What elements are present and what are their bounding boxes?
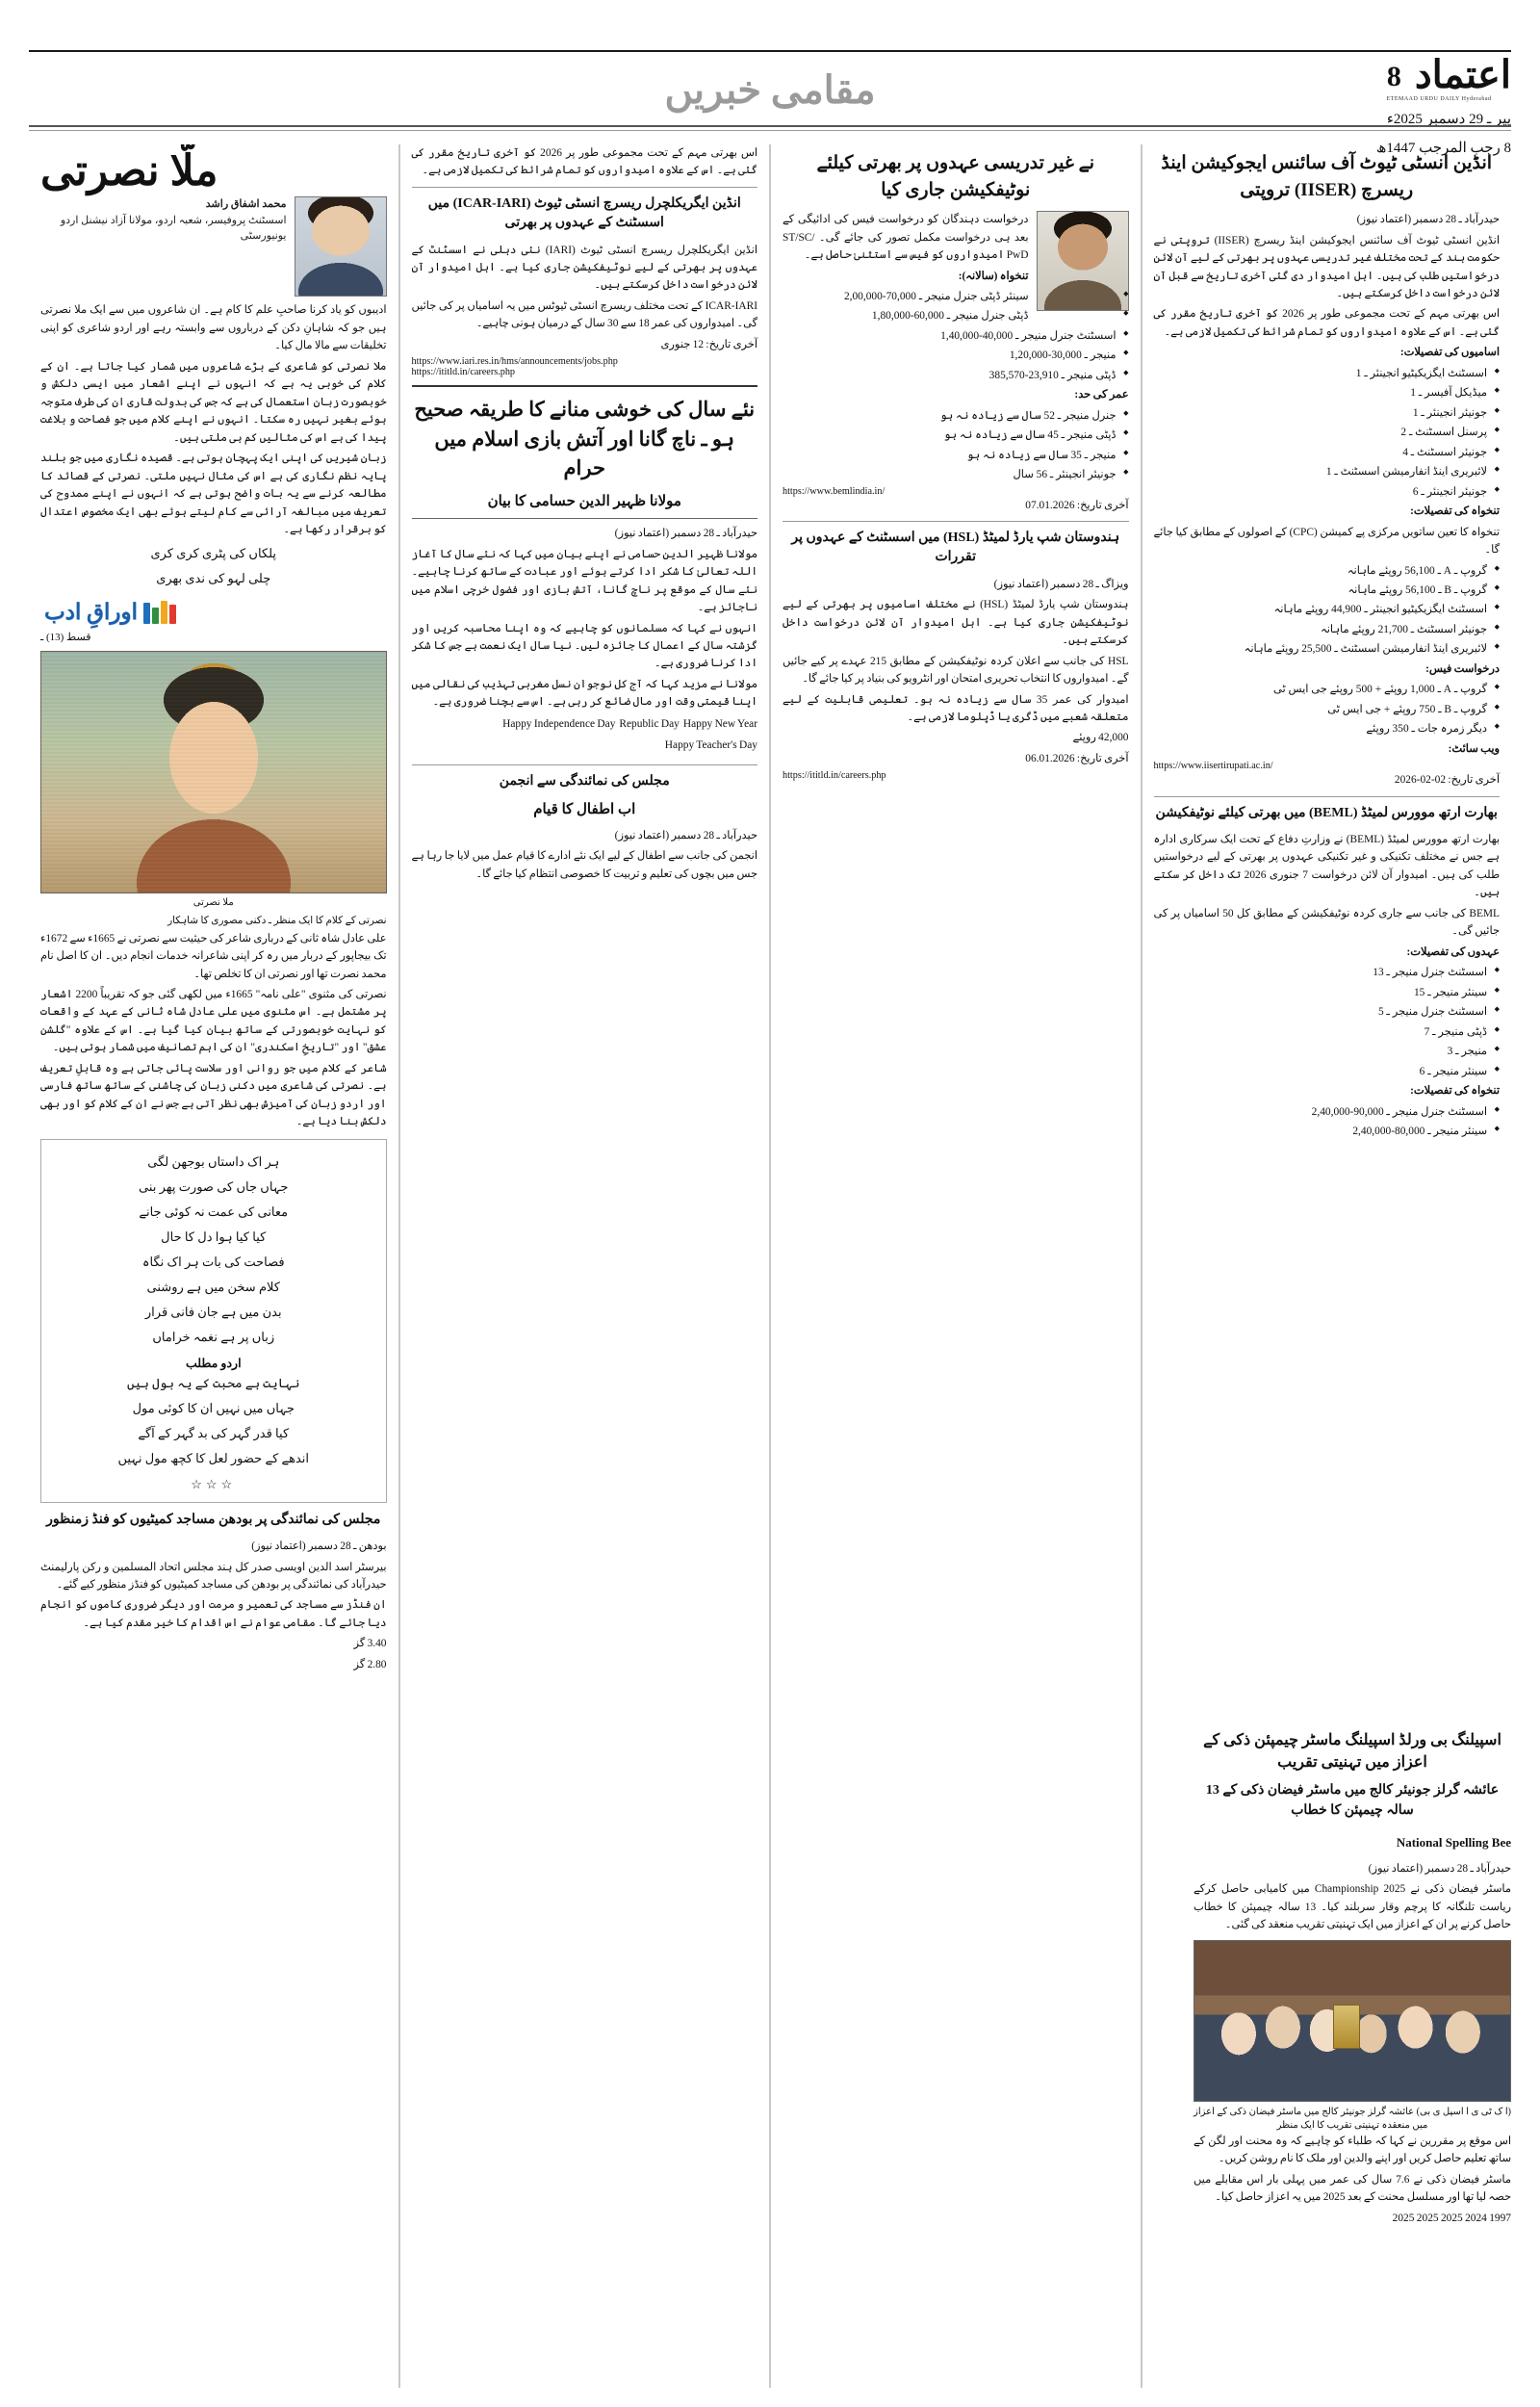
iiser-headline-line1: انڈین انسٹی ٹیوٹ آف سائنس ایجوکیشن اینڈ ریسرچ (IISER) تروپتی (1161, 153, 1493, 200)
verse-line: کیا کیا ہوا دل کا حال (161, 1229, 267, 1244)
majlis-figure-2: 2.80 گز (353, 1658, 387, 1670)
majlis-para-1: بیرسٹر اسد الدین اویسی صدر کل ہند مجلس اتحاد المسلمین و رکن پارلیمنٹ حیدرآباد کی نمائندگی پر بودھن کی مساجد کمیٹیوں کو فنڈز منظور کیے گئے۔ (40, 1561, 387, 1591)
iiser-pay-note: تنخواہ کا تعین ساتویں مرکزی پے کمیشن (CPC) کے اصولوں کے مطابق کیا جائے گا۔ (1153, 526, 1500, 556)
year-2: 2024 (1465, 2212, 1487, 2224)
iiser-last-date: آخری تاریخ: 2026-02-02 (1154, 771, 1501, 789)
list-item: ◆ سینئر منیجر ـ 15 (1154, 984, 1501, 1001)
iiser-pay-list (1154, 562, 1501, 659)
anjuman-para-1: انجمن کی جانب سے اطفال کے لیے ایک نئے ادارے کا قیام عمل میں لایا جا رہا ہے جس میں بچوں کی تعلیم و تربیت کا خصوصی انتظام کیا جائے گا۔ (411, 850, 757, 880)
list-item: ◆ اسسٹنٹ جنرل منیجر ـ 5 (1154, 1003, 1501, 1021)
icar-intro-lead: اس بھرتی مہم کے تحت مجموعی طور پر 2026 کو آخری تاریخ مقرر کی گئی ہے۔ اس کے علاوہ امیدواروں کو تمام شرائط کی تکمیل لازمی ہے۔ (411, 147, 757, 177)
year-5: 2025 (1392, 2212, 1415, 2224)
beml-para-1: بھارت ارتھ موورس لمیٹڈ (BEML) نے وزارتِ دفاع کے تحت ایک سرکاری ادارہ ہے جس نے مختلف تکنیکی و غیر تکنیکی عہدوں پر بھرتی کے لیے درخواستیں طلب کی ہیں۔ امیدوار آن لائن درخواست 7 جنوری 2026 تک داخل کر سکتے ہیں۔ (1153, 833, 1501, 899)
hsl-para-2: HSL کی جانب سے اعلان کردہ نوٹیفکیشن کے مطابق 215 عہدے پر کیے جائیں گے۔ امیدواروں کا انتخاب تحریری امتحان اور انٹرویو کی بنیاد پر کیا جائے گا۔ (783, 655, 1129, 686)
verse-line: جہاں میں نہیں ان کا کوئی مول (132, 1400, 295, 1415)
divider (412, 187, 758, 188)
spelling-bee-article (1194, 1723, 1511, 2230)
anjuman-subhead: اب اطفال کا قیام (533, 802, 636, 818)
verse-line: کلام سخن میں ہے روشنی (146, 1279, 280, 1294)
list-item: ◆ لائبریری اینڈ انفارمیشن اسسٹنٹ ـ 1 (1154, 463, 1501, 480)
list-item: ◆ اسسٹنٹ ایگزیکیٹیو انجینئر ـ 1 (1154, 365, 1501, 382)
verse-line: اندھے کے حضور لعل کا کچھ مول نہیں (117, 1450, 310, 1465)
year-4: 2025 (1416, 2212, 1439, 2224)
majlis-headline: مجلس کی نمائندگی پر بودھن مساجد کمیٹیوں کو فنڈ زمنظور (46, 1512, 381, 1527)
list-item: ◆ گروپ ـ B ـ 750 روپئے + جی ایس ٹی (1154, 701, 1501, 718)
hsl-stipend: 42,000 روپئے (1072, 732, 1129, 744)
icar-website-link-2[interactable]: https://ititld.in/careers.php (411, 367, 516, 378)
painting-description: نصرتی کے کلام کا ایک منظر ـ دکنی مصوری کا شاہکار (167, 916, 387, 927)
hsl-last-date-value: 06.01.2026 (1025, 752, 1075, 764)
masthead-rule-lower (29, 125, 1511, 127)
list-item: ◆ اسسٹنٹ ایگزیکیٹیو انجینئر ـ 44,900 روپئے ماہانہ (1154, 601, 1501, 618)
feature-para-2: زبان شیریں کی اپنی ایک پہچان ہوتی ہے۔ قصیدہ نگاری میں جو بلند پایہ نظم نگاری کی ہے اس کی مثال نہیں ملتی۔ نصرتی کے قصائد کا مطالعہ کرنے سے یہ بات واضح ہوتی ہے کہ انہوں نے اپنے ممدوح کی تعریف میں مبالغہ آرائی سے کام لیتے ہوئے بھی ایک مخصوص اعتدال کو برقرار رکھا ہے۔ (40, 453, 387, 536)
list-item: ◆ دیگر زمرہ جات ـ 350 روپئے (1154, 720, 1501, 738)
iiser-posts-title: اسامیوں کی تفصیلات: (1399, 347, 1500, 359)
divider (412, 385, 758, 387)
list-item: ◆ میڈیکل آفیسر ـ 1 (1154, 384, 1501, 401)
page-number: 8 (1386, 61, 1401, 92)
award-ceremony-photo (1194, 1940, 1511, 2102)
hsl-para-1: ہندوستان شپ یارڈ لمیٹڈ (HSL) نے مختلف اسامیوں پر بھرتی کے لیے نوٹیفکیشن جاری کیا ہے۔ اہل امیدوار آن لائن درخواست داخل کرسکتے ہیں۔ (783, 599, 1129, 647)
hsl-headline: ہندوستان شپ یارڈ لمیٹڈ (HSL) میں اسسٹنٹ کے عہدوں پر تقررات (791, 531, 1120, 565)
iiser-website-link[interactable]: https://www.iisertirupati.ac.in/ (1153, 761, 1273, 772)
beml-website-link[interactable]: https://www.bemlindia.in/ (783, 485, 886, 497)
verse-line: فصاحت کی بات ہر اک نگاہ (141, 1254, 285, 1269)
icar-last-date: آخری تاریخ: 12 جنوری (660, 338, 757, 350)
divider (1154, 796, 1501, 797)
spelling-years (1194, 2210, 1511, 2227)
beml-para-2: BEML کی جانب سے جاری کردہ نوٹیفکیشن کے مطابق کل 50 اسامیاں پر کی جائیں گی۔ (1153, 907, 1501, 938)
feature-intro: ادیبوں کو یاد کرنا صاحبِ علم کا کام ہے۔ ان شاعروں میں سے ایک ملا نصرتی ہیں جو کہ شاہانِ دکن کے درباروں سے وابستہ رہے اور اردو شاعری کو اپنی تخلیقات سے مالا مال کیا۔ (40, 304, 387, 352)
anjuman-dateline: حیدرآباد ـ 28 دسمبر (اعتماد نیوز) (614, 829, 757, 841)
iiser-skill-note: درخواست دہندگان کو درخواست فیس کی ادائیگی کے بعد ہی درخواست مکمل تصور کی جائے گی۔ ST/SC/ PwD امیدواروں کو فیس سے استثنیٰ حاصل ہے۔ (783, 214, 1029, 262)
divider (783, 521, 1129, 522)
verse-line: معانی کی عمت نہ کوئی جانے (139, 1204, 289, 1219)
feature-verse-1-line-2: چلی لہو کی ندی بھری (156, 571, 271, 586)
miniature-caption: ملا نصرتی (192, 897, 234, 909)
list-item: ◆ لائبریری اینڈ انفارمیشن اسسٹنٹ ـ 25,500 روپئے ماہانہ (1154, 640, 1501, 658)
paper-latin-name: ETEMAAD URDU DAILY Hyderabad (1386, 96, 1492, 102)
list-item: ◆ منیجر ـ 3 (1154, 1043, 1501, 1060)
anjuman-headline: مجلس کی نمائندگی سے انجمن (499, 773, 670, 789)
newyear-para-3: مولانا نے مزید کہا کہ آج کل نوجوان نسل مغربی تہذیب کی نقالی میں اپنا قیمتی وقت اور مال ضائع کر رہی ہے۔ اس سے بچنا ضروری ہے۔ (411, 678, 757, 709)
list-item: ◆ پرسنل اسسٹنٹ ـ 2 (1154, 424, 1501, 441)
list-item: ◆ سینئر منیجر ـ 6 (1154, 1063, 1501, 1080)
beml-headline: بھارت ارتھ موورس لمیٹڈ (BEML) میں بھرتی کیلئے نوٹیفکیشن (1155, 805, 1498, 820)
iiser-website-label: ویب سائٹ: (1448, 742, 1500, 755)
masthead-top-rule (29, 50, 1511, 52)
paper-name: اعتماد (1414, 53, 1511, 96)
newyear-headline: نئے سال کی خوشی منانے کا طریقہ صحیح ہو ـ ناچ گانا اور آتش بازی اسلام میں حرام (414, 398, 756, 480)
newyear-para-2: انہوں نے کہا کہ مسلمانوں کو چاہیے کہ وہ اپنا محاسبہ کریں اور گزشتہ سال کے اعمال کا جائزہ لیں۔ نیا سال ایک نعمت ہے جس کا شکر ادا کرنا ضروری ہے۔ (411, 622, 757, 670)
list-item: ◆ جونیئر اسسٹنٹ ـ 21,700 روپئے ماہانہ (1154, 621, 1501, 638)
hsl-last-date: آخری تاریخ: 06.01.2026 (783, 750, 1129, 767)
verse-line: بدن میں ہے جان فانی قرار (144, 1304, 282, 1319)
beml-pay-scale-list (783, 288, 1129, 384)
column-beml-hsl (771, 144, 1141, 2388)
newyear-para-1: مولانا ظہیر الدین حسامی نے اپنے بیان میں کہا کہ نئے سال کا آغاز اللہ تعالیٰ کا شکر ادا کرتے ہوئے اور عبادت کے ساتھ کرنا چاہیے۔ نئے سال کے موقع پر ناچ گانا، آتش بازی اور فضول خرچی اسلام میں ناجائز ہے۔ (411, 548, 757, 614)
list-item: ◆ ڈپٹی منیجر ـ 385,570-23,910 (783, 367, 1129, 384)
iiser-dateline: حیدرآباد ـ 28 دسمبر (اعتماد نیوز) (1356, 214, 1500, 226)
list-item: ◆ منیجر ـ 1,20,000-30,000 (783, 347, 1129, 364)
greeting-republic-day: Republic Day (619, 717, 680, 730)
list-item: ◆ ڈپٹی منیجر ـ 45 سال سے زیادہ نہ ہو (783, 427, 1129, 444)
icar-website-link[interactable]: https://www.iari.res.in/hms/announcements/jobs.php (411, 356, 618, 368)
iiser-para-1: انڈین انسٹی ٹیوٹ آف سائنس ایجوکیشن اینڈ ریسرچ (IISER) تروپتی نے حکومت ہند کے تحت مختلف غیر تدریسی عہدوں پر بھرتی کے لیے آن لائن درخواستیں طلب کی ہیں۔ اہل امیدوار دی گئی آخری تاریخ سے قبل آن لائن درخواست داخل کرسکتے ہیں۔ (1153, 234, 1500, 299)
awraq-installment: قسط (13) ـ (40, 632, 91, 644)
icar-para-2: ICAR-IARI کے تحت مختلف ریسرچ انسٹی ٹیوٹس میں یہ اسامیاں پر کی جائیں گی۔ امیدواروں کی عمر 18 سے 30 سال کے درمیان ہونی چاہیے۔ (411, 299, 757, 330)
list-item: ◆ جونیئر انجینئر ـ 1 (1154, 404, 1501, 422)
majlis-para-2: ان فنڈز سے مساجد کی تعمیر و مرمت اور دیگر ضروری کاموں کو انجام دیا جائے گا۔ مقامی عوام نے اس اقدام کا خیر مقدم کیا ہے۔ (40, 1599, 387, 1629)
feature-verse-1-line-1: پلکاں کی پٹری کری کری (150, 546, 277, 561)
list-item: ◆ منیجر ـ 35 سال سے زیادہ نہ ہو (783, 447, 1129, 464)
list-item: ◆ جونیئر انجینئر ـ 56 سال (783, 466, 1129, 483)
year-3: 2025 (1440, 2212, 1463, 2224)
iiser-posts-list (1154, 365, 1501, 501)
greeting-teachers-day: Happy Teacher's Day (664, 739, 757, 752)
majlis-figure-1: 3.40 گز (353, 1638, 387, 1650)
feature-verse-box (40, 1139, 387, 1503)
hsl-dateline: ویزاگ ـ 28 دسمبر (اعتماد نیوز) (993, 578, 1129, 590)
feature-byline: محمد اشفاق راشد (205, 198, 287, 211)
date-hijri: 8 رجب المرجب 1447ھ (1375, 140, 1511, 156)
iiser-pay-title: تنخواہ کی تفصیلات: (1410, 505, 1500, 518)
verse-line: نہایت ہے محبت کے یہ بول ہیں (127, 1375, 300, 1390)
verse-line: جہاں جاں کی صورت پھر بنی (139, 1178, 289, 1194)
spelling-headline-line2: عائشہ گرلز جونیئر کالج میں ماسٹر فیضان ذکی کے 13 سالہ چیمپئن کا خطاب (1205, 1783, 1500, 1818)
hsl-para-3: امیدوار کی عمر 35 سال سے زیادہ نہ ہو۔ تعلیمی قابلیت کے لیے متعلقہ شعبے میں ڈگری یا ڈپلوما لازمی ہے۔ (783, 693, 1129, 723)
masthead (29, 25, 1511, 156)
list-item: ◆ جنرل منیجر ـ 52 سال سے زیادہ نہ ہو (783, 407, 1129, 425)
list-item: ◆ اسسٹنٹ جنرل منیجر ـ 1,40,000-40,000 (783, 327, 1129, 345)
list-item: ◆ اسسٹنٹ جنرل منیجر ـ 13 (1154, 964, 1501, 981)
feature-para-4: نصرتی کی مثنوی "علی نامہ" 1665ء میں لکھی گئی جو کہ تقریباً 2200 اشعار پر مشتمل ہے۔ اس مثنوی میں علی عادل شاہ ثانی کے عہد کے واقعات کو نہایت خوبصورتی کے ساتھ بیان کیا گیا ہے۔ اس کے علاوہ "گلشنِ عشق" اور "تاریخِ اسکندری" ان کی اہم تصانیف میں شمار ہوتی ہیں۔ (40, 989, 387, 1054)
spelling-headline-line1: اسپیلنگ بی ورلڈ اسپیلنگ ماسٹر چیمپئن ذکی کے اعزاز میں تہنیتی تقریب (1203, 1732, 1502, 1772)
verse-line: ہر اک داستاں بوجھن لگی (147, 1153, 280, 1169)
beml-posts-list (1154, 964, 1501, 1080)
beml-last-date-value: 07.01.2026 (1025, 499, 1075, 511)
books-icon (143, 601, 176, 624)
greeting-happy-new-year: Happy New Year (682, 717, 757, 730)
beml-age-title: عمر کی حد: (1074, 389, 1129, 401)
list-item: ◆ جونیئر اسسٹنٹ ـ 4 (1154, 444, 1501, 461)
greeting-independence-day: Happy Independence Day (502, 717, 616, 730)
spelling-para-3: ماسٹر فیضان ذکی نے 7.6 سال کی عمر میں پہلی بار اس مقابلے میں حصہ لیا تھا اور مسلسل محنت کے بعد 2025 میں یہ اعزاز حاصل کیا۔ (1194, 2173, 1511, 2204)
verse-line: زباں پر ہے نغمہ خراماں (152, 1329, 275, 1344)
list-item: ◆ گروپ ـ A ـ 56,100 روپئے ماہانہ (1154, 562, 1501, 580)
list-item: ◆ گروپ ـ B ـ 56,100 روپئے ماہانہ (1154, 582, 1501, 599)
list-item: ◆ سینئر ڈپٹی جنرل منیجر ـ 2,00,000-70,000 (783, 288, 1129, 305)
spelling-dateline: حیدرآباد ـ 28 دسمبر (اعتماد نیوز) (1368, 1862, 1511, 1875)
list-item: ◆ گروپ ـ A ـ 1,000 روپئے + 500 روپئے جی ایس ٹی (1154, 681, 1501, 698)
iiser-headline-line2: نے غیر تدریسی عہدوں پر بھرتی کیلئے نوٹیفکیشن جاری کیا (816, 153, 1095, 200)
author-portrait-photo (295, 196, 387, 297)
miniature-painting (40, 651, 387, 893)
iiser-fee-title: درخواست فیس: (1425, 662, 1500, 675)
feature-byline-affiliation: اسسٹنٹ پروفیسر، شعبہ اردو، مولانا آزاد نیشنل اردو یونیورسٹی (60, 214, 287, 243)
newyear-dateline: حیدرآباد ـ 28 دسمبر (اعتماد نیوز) (614, 528, 757, 540)
list-item: ◆ اسسٹنٹ جنرل منیجر ـ 2,40,000-90,000 (1154, 1103, 1501, 1121)
award-photo-caption: (ا ک ٹی ی ا اسپل ی بی) عائشہ گرلز جونیئر کالج میں ماسٹر فیضان ذکی کے اعزاز میں منعقدہ تہنیتی تقریب کا ایک منظر (1194, 2106, 1511, 2131)
beml-pay-scale-title: تنخواہ (سالانہ): (958, 270, 1029, 282)
beml-pay-title: تنخواہ کی تفصیلات: (1410, 1085, 1500, 1098)
date-gregorian: پیر ـ 29 دسمبر 2025ء (1386, 112, 1511, 127)
verse-line: کیا قدر گہر کی بد گہر کے آگے (138, 1425, 290, 1440)
iiser-para-2: اس بھرتی مہم کے تحت مجموعی طور پر 2026 کو آخری تاریخ مقرر کی گئی ہے۔ اس کے علاوہ امیدواروں کو تمام شرائط کی تکمیل لازمی ہے۔ (1153, 308, 1500, 338)
column-icar-newyear (400, 144, 770, 2388)
feature-headline: ملّا نصرتی (40, 147, 218, 194)
spelling-para-2: اس موقع پر مقررین نے کہا کہ طلباء کو چاہیے کہ وہ محنت اور لگن کے ساتھ تعلیم حاصل کریں اور اپنے والدین اور ملک کا نام روشن کریں۔ (1194, 2135, 1511, 2165)
icar-para-1: انڈین ایگریکلچرل ریسرچ انسٹی ٹیوٹ (IARI) نئی دہلی نے اسسٹنٹ کے عہدوں پر بھرتی کے لیے نوٹیفکیشن جاری کیا ہے۔ اہل امیدوار آن لائن درخواست داخل کرسکتے ہیں۔ (411, 244, 757, 292)
verse-stars-decoration: ☆☆☆ (191, 1476, 237, 1491)
column-feature (29, 144, 398, 2388)
list-item: ◆ سینئر منیجر ـ 2,40,000-80,000 (1154, 1123, 1501, 1140)
majlis-dateline: بودھن ـ 28 دسمبر (اعتماد نیوز) (251, 1540, 387, 1553)
feature-para-3: علی عادل شاہ ثانی کے درباری شاعر کی حیثیت سے نصرتی نے 1665ء سے 1672ء تک بیجاپور کے دربار میں رہ کر اپنی شاعرانہ خدمات انجام دیں۔ ان کا اصل نام محمد نصرت تھا اور نصرتی ان کا تخلص تھا۔ (40, 932, 387, 980)
spelling-para-1: ماسٹر فیضان ذکی نے Championship 2025 میں کامیابی حاصل کرکے ریاست تلنگانہ کا پرچم وقار سربلند کیا۔ 13 سالہ چیمپئن کا خطاب حاصل کرنے پر ان کے اعزاز میں ایک تہنیتی تقریب منعقد کی گئی۔ (1194, 1883, 1511, 1931)
icar-last-date-value: 12 جنوری (660, 338, 705, 350)
awraq-title: اوراقِ ادب (44, 600, 138, 625)
list-item: ◆ جونیئر انجینئر ـ 6 (1154, 483, 1501, 501)
beml-posts-title: عہدوں کی تفصیلات: (1406, 945, 1500, 958)
section-title: مقامی خبریں (664, 68, 876, 112)
miniature-painting-block (40, 651, 387, 910)
year-1: 1997 (1489, 2212, 1511, 2224)
divider (412, 518, 758, 519)
list-item: ◆ ڈپٹی جنرل منیجر ـ 1,80,000-60,000 (783, 307, 1129, 324)
beml-age-list (783, 407, 1129, 484)
verse-section-title: اردو مطلب (185, 1356, 242, 1370)
spelling-headline-line3: National Spelling Bee (1396, 1834, 1511, 1850)
iiser-last-date-value: 2026-02-02 (1394, 774, 1447, 787)
list-item: ◆ ڈپٹی منیجر ـ 7 (1154, 1023, 1501, 1041)
masthead-rule-lower-thin (29, 130, 1511, 131)
feature-para-1: ملا نصرتی کو شاعری کے بڑے شاعروں میں شمار کیا جاتا ہے۔ ان کے کلام کی خوبی یہ ہے کہ انہوں نے اپنے اشعار میں ایسی دلکش و خوبصورت زبان استعمال کی ہے کہ جس کی بدولت قاری ان کی طرف متوجہ ہوئے بغیر نہیں رہ سکتا۔ انہوں نے اپنے کلام میں جو فصاحت و بلاغت پیدا کی ہے اس کی مثالیں کم ہی ملتی ہیں۔ (40, 360, 387, 444)
feature-para-5: شاعر کے کلام میں جو روانی اور سلاست پائی جاتی ہے وہ قابلِ تعریف ہے۔ نصرتی کی شاعری میں دکنی زبان کی چاشنی کے ساتھ ساتھ فارسی اور اردو زبان کی آمیزش بھی نظر آتی ہے جس نے ان کے کلام کو اور بھی دلکش بنا دیا ہے۔ (40, 1062, 387, 1128)
iiser-fee-list (1154, 681, 1501, 738)
icar-headline: انڈین ایگریکلچرل ریسرچ انسٹی ٹیوٹ (ICAR-IARI) میں اسسٹنٹ کے عہدوں پر بھرتی (427, 195, 741, 231)
divider (412, 764, 758, 765)
awraq-e-adab-banner (40, 597, 387, 628)
beml-pay-list (1154, 1103, 1501, 1141)
newyear-subhead: مولانا ظہیر الدین حسامی کا بیان (487, 493, 681, 509)
beml-last-date: آخری تاریخ: 07.01.2026 (783, 497, 1129, 514)
hsl-website-link[interactable]: https://ititld.in/careers.php (783, 770, 886, 782)
